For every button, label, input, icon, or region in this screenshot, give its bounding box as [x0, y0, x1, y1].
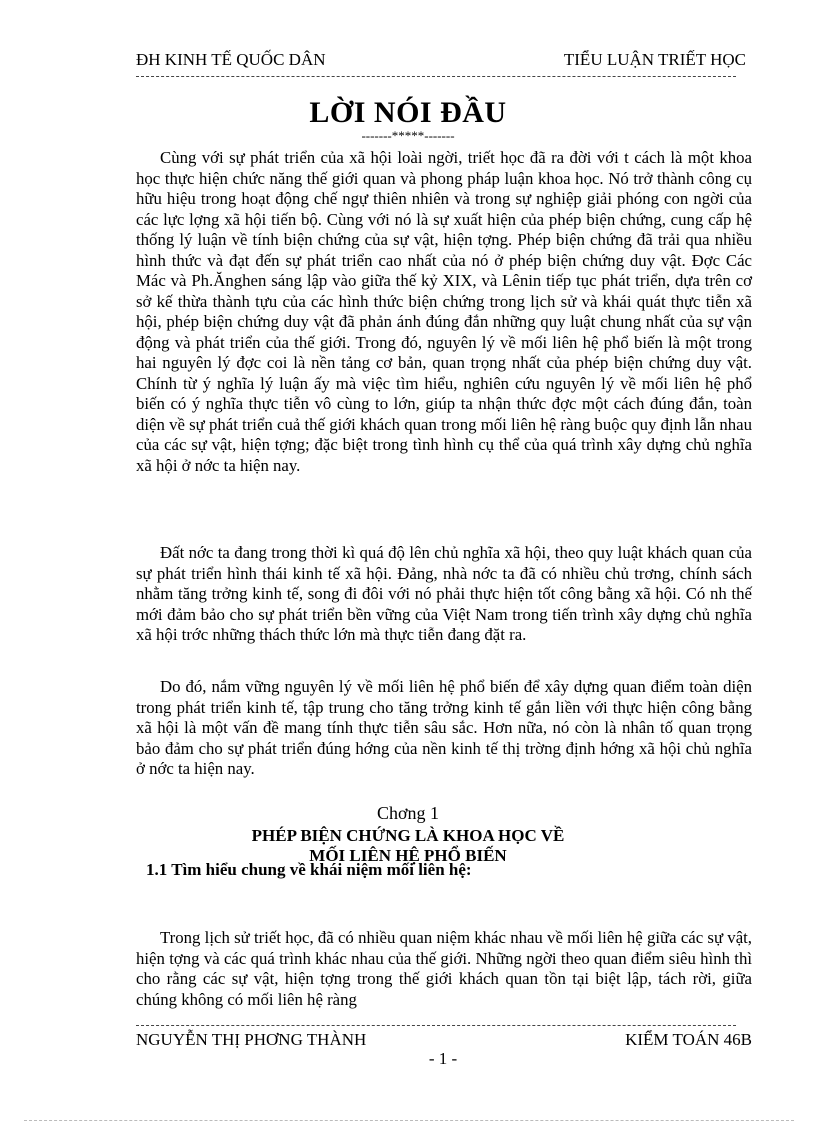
chapter-label: Chơng 1	[376, 803, 440, 823]
page-number: - 1 -	[428, 1049, 458, 1068]
header-right: TIỂU LUẬN TRIẾT HỌC	[563, 50, 746, 69]
section-heading: 1.1 Tìm hiểu chung về khái niệm mối liên hệ:	[146, 860, 472, 879]
intro-paragraph-2: Đất nớc ta đang trong thời kì quá độ lên chủ nghĩa xã hội, theo quy luật khách quan của sự phát triển hình thái kinh tế xã hội. Đảng, nhà nớc ta đã có nhiều chủ trơng, chính sách nhằm tăng trởng kinh tế, song đi đôi với nó phải thực hiện tốt công bằng xã hội. Có nh thế mới đảm bảo cho sự phát triển bền vững của Việt Nam trong tiến trình xây dựng chủ nghĩa xã hội trớc những thách thức lớn mà thực tiễn đang đặt ra.	[136, 543, 752, 644]
footer-class: KIỂM TOÁN 46B	[625, 1030, 752, 1049]
chapter-title-line-1: PHÉP BIỆN CHỨNG LÀ KHOA HỌC VỀ	[251, 826, 565, 845]
intro-paragraph-3: Do đó, nắm vững nguyên lý về mối liên hệ phổ biến để xây dựng quan điểm toàn diện trong phát triển kinh tế, tập trung cho tăng trởng kinh tế gắn liền với thực hiện công bằng xã hội là một vấn đề mang tính thực tiễn sâu sắc. Hơn nữa, nó còn là nhân tố quan trọng bảo đảm cho sự phát triển đúng hớng của nền kinh tế thị trờng định hớng xã hội chủ nghĩa ở nớc ta hiện nay.	[136, 677, 752, 778]
footer-divider	[136, 1025, 736, 1026]
page-bottom-divider	[24, 1120, 794, 1121]
header-divider	[136, 76, 736, 77]
header-left: ĐH KINH TẾ QUỐC DÂN	[136, 50, 326, 69]
section-paragraph: Trong lịch sử triết học, đã có nhiều quan niệm khác nhau về mối liên hệ giữa các sự vật, hiện tợng và các quá trình khác nhau của thế giới. Những ngời theo quan điểm siêu hình thì cho rằng các sự vật, hiện tợng trong thế giới khách quan tồn tại biệt lập, tách rời, giữa chúng không có mối liên hệ ràng	[136, 928, 752, 1009]
chapter-title-line-2: MỐI LIÊN HỆ PHỔ BIẾN	[309, 846, 507, 865]
title-decoration: -------*****-------	[361, 128, 455, 143]
intro-paragraph-1: Cùng với sự phát triển của xã hội loài ngời, triết học đã ra đời với t cách là một khoa học thực hiện chức năng thế giới quan và phong pháp luận khoa học. Nó trở thành công cụ hữu hiệu trong hoạt động chế ngự thiên nhiên và trong sự nghiệp giải phóng con ngời của các lực lợng xã hội tiến bộ. Cùng với nó là sự xuất hiện của phép biện chứng, cung cấp hệ thống lý luận về tính biện chứng của sự vật, hiện tợng. Phép biện chứng đã trải qua nhiều hình thức và đạt đến sự phát triển cao nhất của nó ở phép biện chứng duy vật. Đợc Các Mác và Ph.Ănghen sáng lập vào giữa thế kỷ XIX, và Lênin tiếp tục phát triển, dựa trên cơ sở kế thừa thành tựu của các hình thức biện chứng trong lịch sử và khái quát thực tiễn xã hội, phép biện chứng duy vật đã phản ánh đúng đắn những quy luật chung nhất của sự vận động và phát triển của thế giới. Trong đó, nguyên lý về mối liên hệ phổ biến là một trong hai nguyên lý đợc coi là nền tảng cơ bản, quan trọng nhất của phép biện chứng duy vật. Chính từ ý nghĩa lý luận ấy mà việc tìm hiểu, nghiên cứu nguyên lý về mối liên hệ phổ biến có ý nghĩa thực tiễn vô cùng to lớn, giúp ta nhận thức đợc một cách đúng đắn, toàn diện về sự phát triển cuả thế giới khách quan trong mối liên hệ ràng buộc quy định lẫn nhau của các sự vật, hiện tợng; đặc biệt trong tình hình cụ thể của quá trình xây dựng chủ nghĩa xã hội ở nớc ta hiện nay.	[136, 148, 752, 475]
footer-author: NGUYỄN THỊ PHƠNG THÀNH	[136, 1030, 367, 1049]
document-title: LỜI NÓI ĐẦU	[309, 96, 507, 129]
page-header	[136, 50, 746, 72]
